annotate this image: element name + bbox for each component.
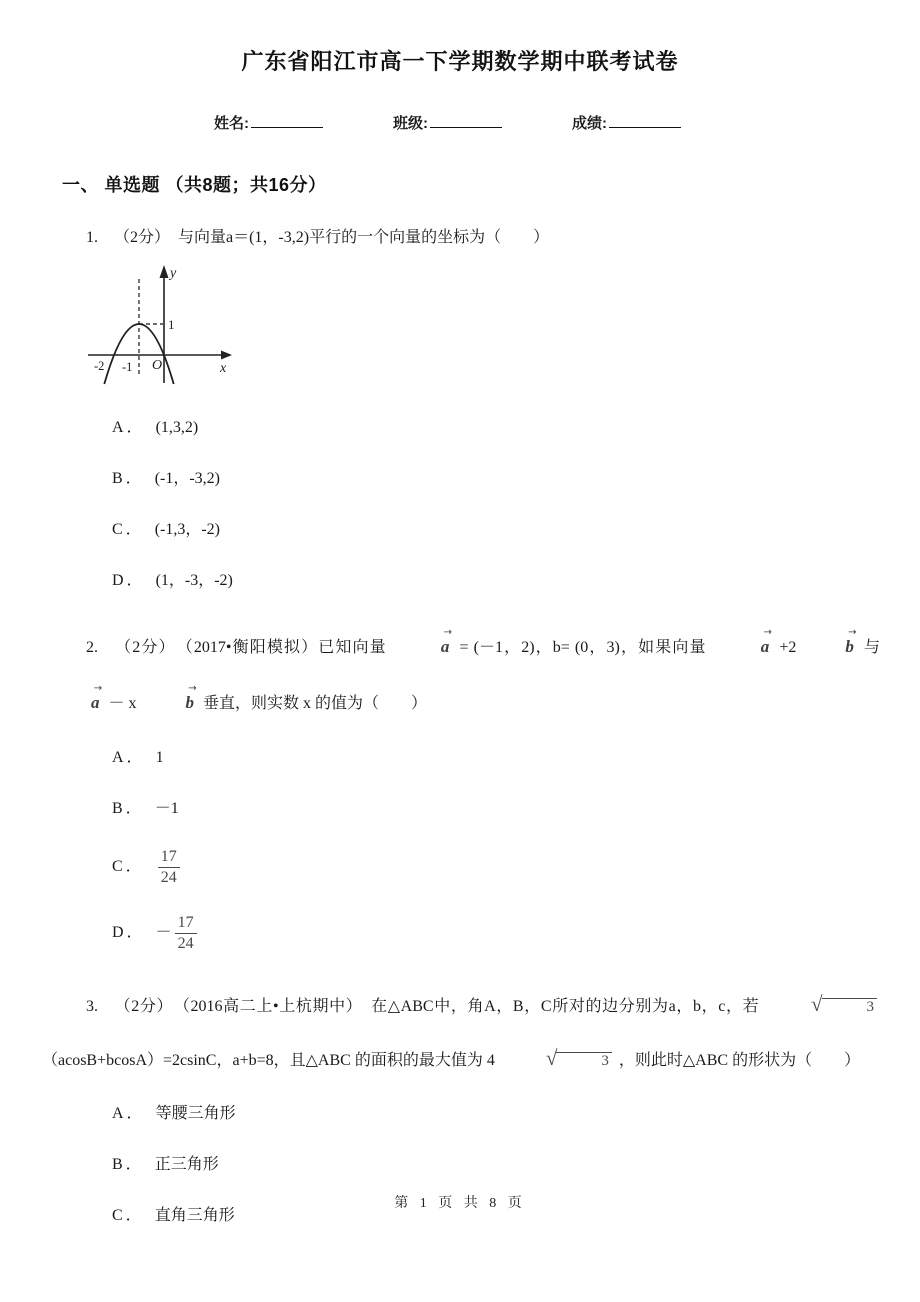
question-1 <box>0 223 920 593</box>
question-2 <box>0 620 920 953</box>
class-field-label: 班级: <box>393 115 428 132</box>
page-footer: 第 1 页 共 8 页 <box>394 1196 526 1211</box>
vector-a: → a <box>716 638 771 655</box>
section-heading: 一、 单选题 （共8题；共16分） <box>62 175 327 195</box>
vector-arrow-icon: → <box>188 683 197 694</box>
option-letter: C． <box>112 521 145 538</box>
option-text <box>155 848 183 887</box>
tick-label-1: 1 <box>168 317 175 332</box>
name-field-label: 姓名: <box>214 115 249 132</box>
option-text: (1,3,2) <box>155 419 199 436</box>
option-letter: C． <box>112 1206 145 1224</box>
tick-label-neg1: -1 <box>122 360 133 374</box>
y-axis-label: y <box>170 266 177 281</box>
student-fields <box>0 112 920 135</box>
square-root: √ 3 <box>502 1048 612 1069</box>
question-2-options <box>0 746 920 953</box>
question-1-option-d <box>112 569 880 593</box>
origin-label: O <box>152 358 163 373</box>
question-3 <box>0 980 920 1228</box>
question-1-options <box>0 416 920 593</box>
option-text: 1 <box>155 749 164 766</box>
option-letter: A． <box>112 419 146 436</box>
option-letter: A． <box>112 749 146 766</box>
score-field-label: 成绩: <box>572 115 607 132</box>
square-root: √ 3 <box>767 994 877 1015</box>
vector-a: → a <box>396 638 451 655</box>
option-text: 等腰三角形 <box>155 1104 236 1122</box>
question-2-option-b <box>112 797 880 821</box>
option-letter: A． <box>112 1104 146 1122</box>
y-axis-arrow-icon <box>160 265 169 278</box>
x-axis-arrow-icon <box>221 351 232 360</box>
name-blank-line <box>251 112 323 128</box>
class-blank-line <box>430 112 502 128</box>
vector-b: → b <box>141 694 196 711</box>
question-2-option-c <box>112 848 880 887</box>
question-1-stem <box>42 223 880 253</box>
fraction: $\frac{17}{24}$ <box>158 848 180 887</box>
score-field <box>572 112 681 135</box>
score-blank-line <box>609 112 681 128</box>
option-letter: B． <box>112 470 145 487</box>
question-1-option-b <box>112 467 880 491</box>
question-1-option-c <box>112 518 880 542</box>
vector-arrow-icon: → <box>443 627 453 638</box>
vector-arrow-icon: → <box>93 683 103 694</box>
option-letter: C． <box>112 858 145 876</box>
parabola-figure <box>86 257 236 402</box>
tick-label-neg2: -2 <box>94 359 105 373</box>
name-field <box>214 112 323 135</box>
option-letter: D． <box>112 572 146 589</box>
option-letter: B． <box>112 800 145 817</box>
question-3-stem <box>42 980 880 1088</box>
question-3-number: 3. <box>86 997 98 1015</box>
vector-a: → a <box>46 694 101 711</box>
option-letter: D． <box>112 924 146 942</box>
question-2-option-a <box>112 746 880 770</box>
question-2-option-d <box>112 914 880 953</box>
vector-arrow-icon: → <box>763 627 772 638</box>
question-3-stem-text: （2分） （2016高二上•上杭期中） 在△ABC中，角A，B，C所对的边分别为a，b，c，若 √ 3 （acosB+bcosA）=2csinC，a+b=8，且△ABC 的面积的最大值为 4 √ 3 ，则此时△ABC 的形状为（ ） <box>42 998 880 1069</box>
question-1-number: 1. <box>86 229 98 246</box>
option-text: (1，-3，-2) <box>155 572 233 589</box>
option-letter: B． <box>112 1155 145 1173</box>
option-text: 直角三角形 <box>154 1206 235 1224</box>
question-1-stem-text: （2分） 与向量a＝(1，-3,2)平行的一个向量的坐标为（ ） <box>114 229 550 246</box>
question-3-option-a <box>112 1102 880 1126</box>
option-text: － $\frac{17}{24}$ <box>156 914 200 953</box>
option-text: －1 <box>154 800 179 817</box>
option-text: 正三角形 <box>154 1155 219 1173</box>
x-axis-label: x <box>220 361 227 376</box>
option-text: (-1，-3,2) <box>154 470 221 487</box>
vector-arrow-icon: → <box>848 627 857 638</box>
fraction: $\frac{17}{24}$ <box>175 914 197 953</box>
class-field <box>393 112 502 135</box>
vector-b: → b <box>800 638 855 655</box>
question-2-number: 2. <box>86 639 98 656</box>
question-2-stem-text: （2分） （2017•衡阳模拟）已知向量 → a = (－1，2)，b= (0，3)，如果向量 → a +2 → b 与 → a － x → b 垂直，则实数 x 的值为（ ） <box>42 639 880 712</box>
question-2-stem <box>42 620 880 732</box>
question-3-option-b <box>112 1153 880 1177</box>
question-1-option-a <box>112 416 880 440</box>
option-text: (-1,3，-2) <box>154 521 221 538</box>
page-title: 广东省阳江市高一下学期数学期中联考试卷 <box>241 49 679 74</box>
parabola-graph <box>86 257 236 402</box>
